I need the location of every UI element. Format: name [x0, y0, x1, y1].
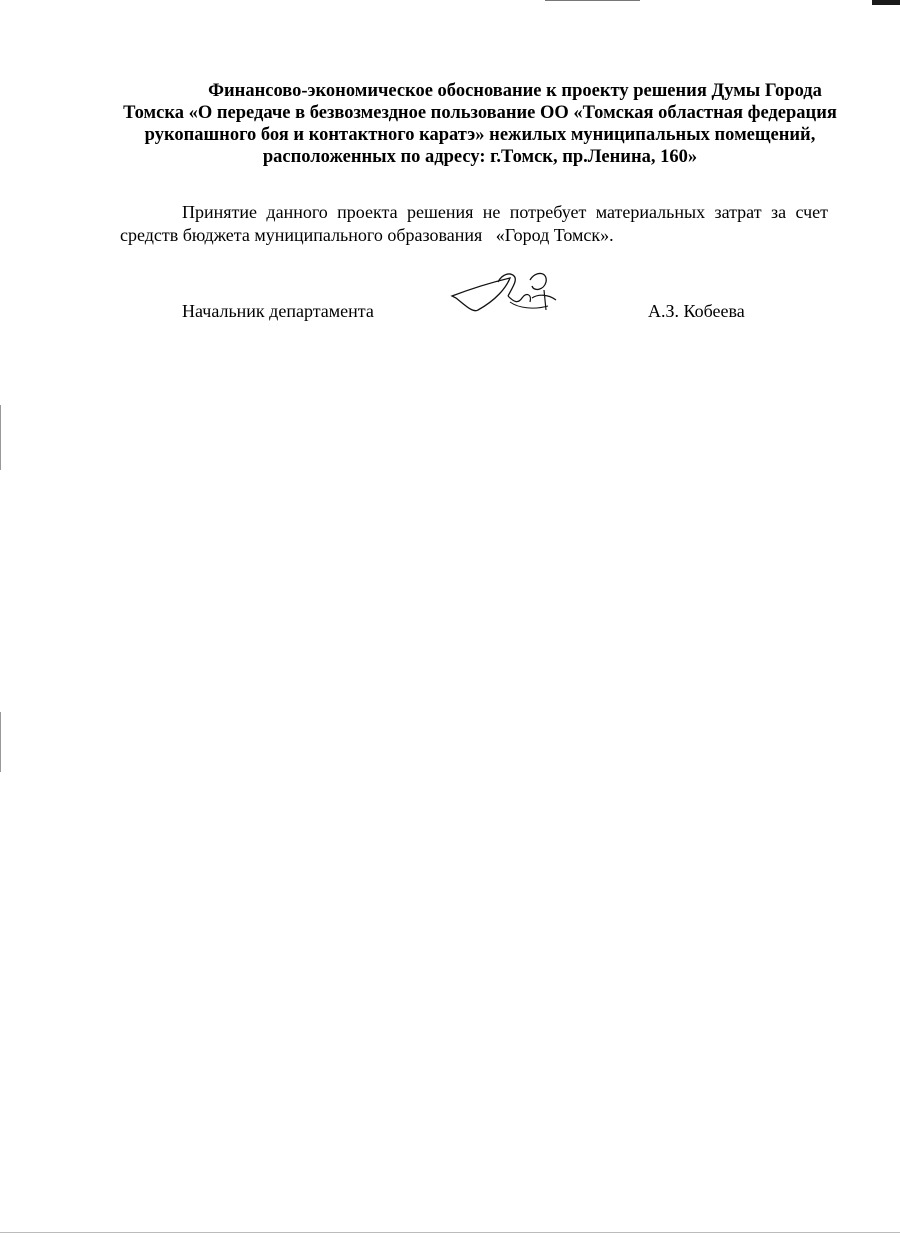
body-line-2: средств бюджета муниципального образования «Город Томск». — [120, 225, 614, 245]
signatory-name: А.З. Кобеева — [648, 301, 745, 321]
scan-artifact-bottom-line — [0, 1232, 900, 1233]
scan-artifact-top-right — [872, 0, 900, 5]
document-title — [120, 80, 840, 168]
scan-artifact-top-line — [545, 0, 640, 1]
title-line-4: расположенных по адресу: г.Томск, пр.Ленина, 160» — [262, 147, 698, 167]
body-line-1: Принятие данного проекта решения не потребует материальных затрат за счет — [182, 202, 828, 222]
signatory-position: Начальник департамента — [182, 301, 374, 321]
body-paragraph — [120, 201, 828, 247]
handwritten-signature — [448, 268, 568, 318]
scan-artifact-left-edge — [0, 405, 1, 470]
scan-artifact-left-edge-lower — [0, 712, 1, 772]
title-line-2: Томска «О передаче в безвозмездное пользование ОО «Томская областная федерация — [123, 103, 837, 123]
title-line-3: рукопашного боя и контактного каратэ» нежилых муниципальных помещений, — [144, 125, 816, 145]
title-line-1: Финансово-экономическое обоснование к проекту решения Думы Города — [208, 81, 822, 101]
